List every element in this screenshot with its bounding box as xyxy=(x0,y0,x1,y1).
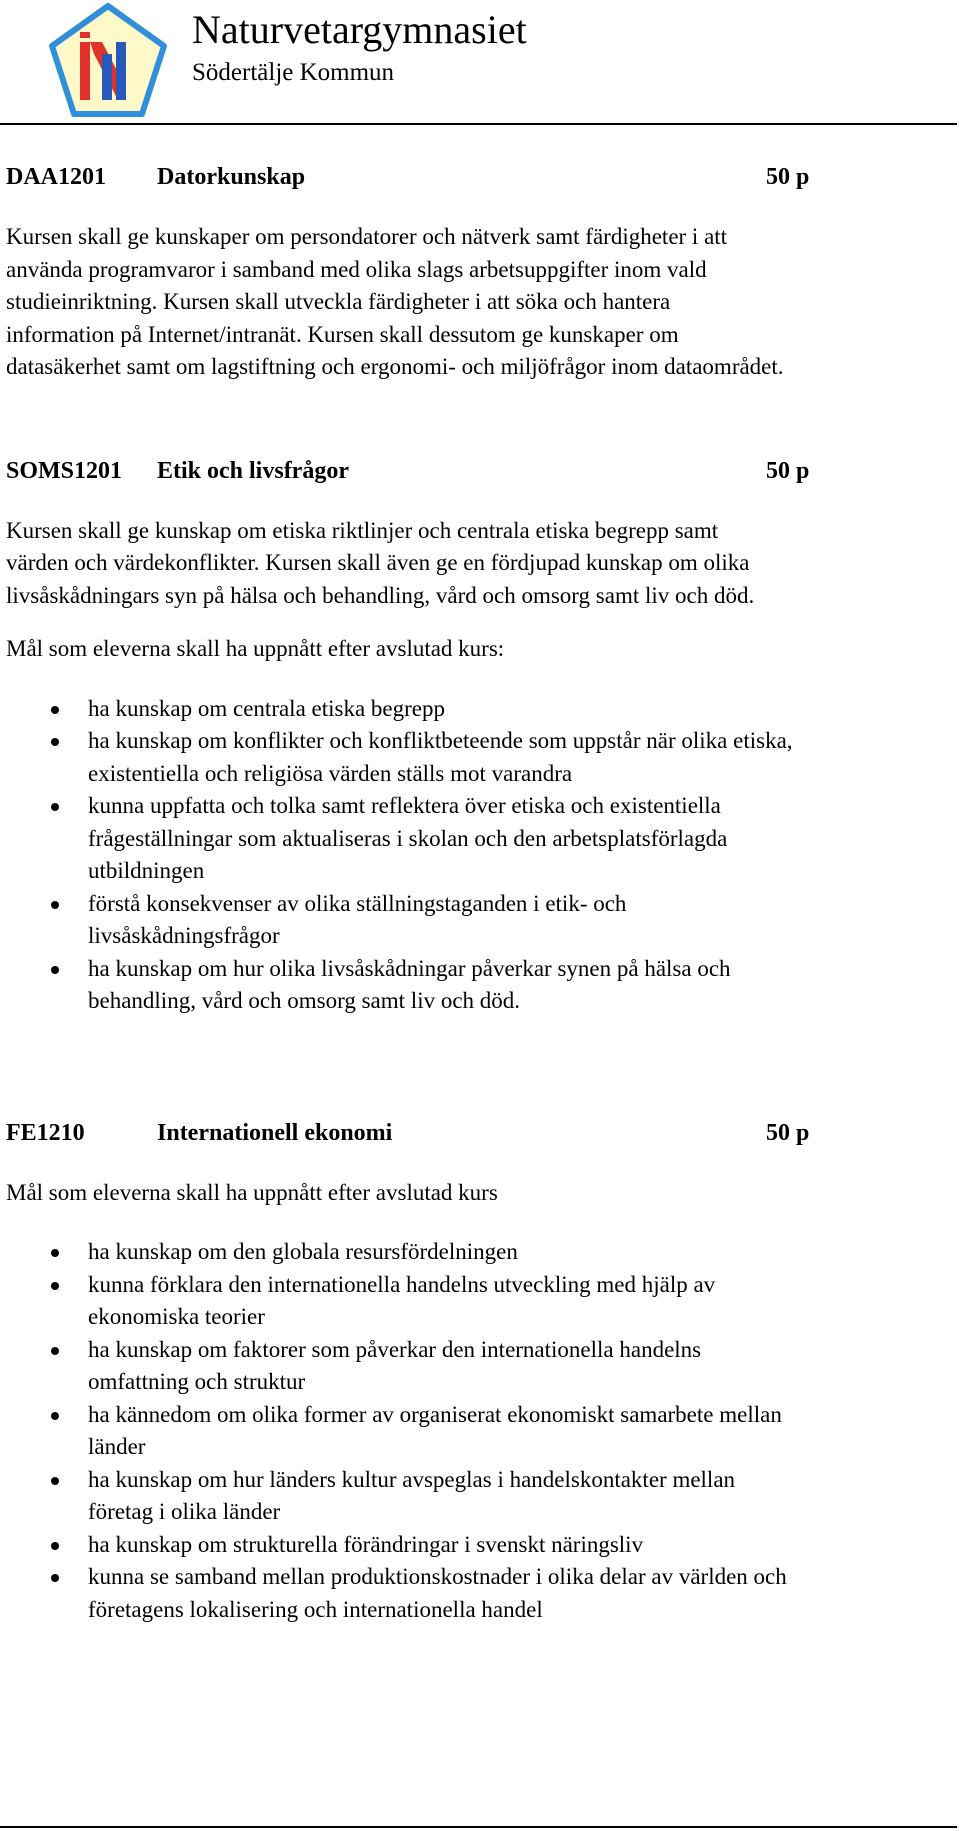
bullet-icon xyxy=(51,1542,59,1550)
list-item xyxy=(6,1334,946,1399)
goals-list xyxy=(6,693,946,1018)
bullet-icon xyxy=(51,803,59,811)
school-name: Naturvetargymnasiet xyxy=(192,7,527,52)
course-description xyxy=(6,515,946,613)
list-item xyxy=(6,693,946,726)
list-item xyxy=(6,1561,946,1626)
bullet-icon xyxy=(51,966,59,974)
bullet-icon xyxy=(51,1347,59,1355)
course-code: DAA1201 xyxy=(6,164,106,190)
goal-text: ha kunskap om strukturella förändringar i svenskt näringsliv xyxy=(88,1531,644,1557)
bullet-icon xyxy=(51,1249,59,1257)
course-description xyxy=(6,221,946,384)
goal-text: kunna förklara den internationella handelns utveckling med hjälp av xyxy=(88,1271,716,1297)
list-item xyxy=(6,1269,946,1334)
course-daa1201 xyxy=(6,160,946,384)
description-line: information på Internet/intranät. Kursen skall dessutom ge kunskaper om xyxy=(6,321,679,347)
goal-text: frågeställningar som aktualiseras i skolan och den arbetsplatsförlagda xyxy=(88,825,728,851)
goal-text: behandling, vård och omsorg samt liv och död. xyxy=(88,988,521,1013)
bullet-icon xyxy=(51,706,59,714)
course-name: Datorkunskap xyxy=(157,164,306,190)
goals-list xyxy=(6,1236,946,1626)
course-code: SOMS1201 xyxy=(6,457,123,484)
list-item xyxy=(6,888,946,953)
goal-text: företagens lokalisering och internationella handel xyxy=(88,1596,543,1622)
goal-text: livsåskådningsfrågor xyxy=(88,923,280,948)
goal-text: omfattning och struktur xyxy=(88,1369,306,1394)
goal-text: ha kunskap om hur länders kultur avspeglas i handelskontakter mellan xyxy=(88,1466,736,1492)
goals-intro: Mål som eleverna skall ha uppnått efter avslutad kurs: xyxy=(6,636,505,661)
course-name: Internationell ekonomi xyxy=(157,1119,393,1146)
goals-intro: Mål som eleverna skall ha uppnått efter avslutad kurs xyxy=(6,1179,498,1205)
list-item xyxy=(6,1464,946,1529)
municipality-name: Södertälje Kommun xyxy=(192,59,395,86)
description-line: Kursen skall ge kunskaper om persondatorer och nätverk samt färdigheter i att xyxy=(6,224,728,249)
goal-text: existentiella och religiösa värden ställs mot varandra xyxy=(88,760,573,786)
bullet-icon xyxy=(51,738,59,746)
goal-text: ha kunskap om hur olika livsåskådningar påverkar synen på hälsa och xyxy=(88,955,731,981)
description-line: studieinriktning. Kursen skall utveckla färdigheter i att söka och hantera xyxy=(6,289,671,314)
list-item xyxy=(6,1529,946,1562)
description-line: värden och värdekonflikter. Kursen skall även ge en fördjupad kunskap om olika xyxy=(6,550,750,575)
bullet-icon xyxy=(51,1412,59,1420)
list-item xyxy=(6,953,946,1018)
course-points: 50 p xyxy=(766,1119,810,1146)
goal-text: länder xyxy=(88,1434,146,1459)
course-heading xyxy=(6,1116,946,1150)
course-points: 50 p xyxy=(766,164,810,190)
footer-divider xyxy=(0,1826,957,1828)
page-header xyxy=(0,0,960,126)
list-item xyxy=(6,1399,946,1464)
course-heading xyxy=(6,160,946,194)
goal-text: ha kunskap om centrala etiska begrepp xyxy=(88,695,446,721)
course-code: FE1210 xyxy=(6,1119,85,1146)
header-divider xyxy=(0,123,957,125)
goal-text: ha kännedom om olika former av organiserat ekonomiskt samarbete mellan xyxy=(88,1401,782,1427)
goal-text: företag i olika länder xyxy=(88,1499,281,1524)
course-name: Etik och livsfrågor xyxy=(157,457,349,484)
goal-text: utbildningen xyxy=(88,858,205,883)
bullet-icon xyxy=(51,901,59,909)
goal-text: ha kunskap om konflikter och konfliktbeteende som uppstår när olika etiska, xyxy=(88,728,793,753)
course-points: 50 p xyxy=(766,457,810,484)
goal-text: förstå konsekvenser av olika ställningstaganden i etik- och xyxy=(88,890,627,916)
list-item xyxy=(6,725,946,790)
list-item xyxy=(6,1236,946,1269)
course-fe1210 xyxy=(6,1116,946,1627)
course-soms1201 xyxy=(6,454,946,1018)
goal-text: kunna se samband mellan produktionskostnader i olika delar av världen och xyxy=(88,1564,787,1589)
bullet-icon xyxy=(51,1282,59,1290)
goal-text: ekonomiska teorier xyxy=(88,1304,265,1329)
goal-text: ha kunskap om faktorer som påverkar den internationella handelns xyxy=(88,1336,702,1362)
goal-text: ha kunskap om den globala resursfördelningen xyxy=(88,1239,518,1264)
school-logo-icon xyxy=(46,2,170,118)
course-list xyxy=(6,160,946,1626)
description-line: använda programvaror i samband med olika slags arbetsuppgifter inom vald xyxy=(6,256,707,282)
bullet-icon xyxy=(51,1477,59,1485)
description-line: livsåskådningars syn på hälsa och behandling, vård och omsorg samt liv och död. xyxy=(6,582,755,608)
bullet-icon xyxy=(51,1574,59,1582)
course-heading xyxy=(6,454,946,488)
list-item xyxy=(6,790,946,888)
description-line: Kursen skall ge kunskap om etiska riktlinjer och centrala etiska begrepp samt xyxy=(6,517,719,543)
goal-text: kunna uppfatta och tolka samt reflektera över etiska och existentiella xyxy=(88,793,721,818)
description-line: datasäkerhet samt om lagstiftning och ergonomi- och miljöfrågor inom dataområdet. xyxy=(6,354,784,379)
